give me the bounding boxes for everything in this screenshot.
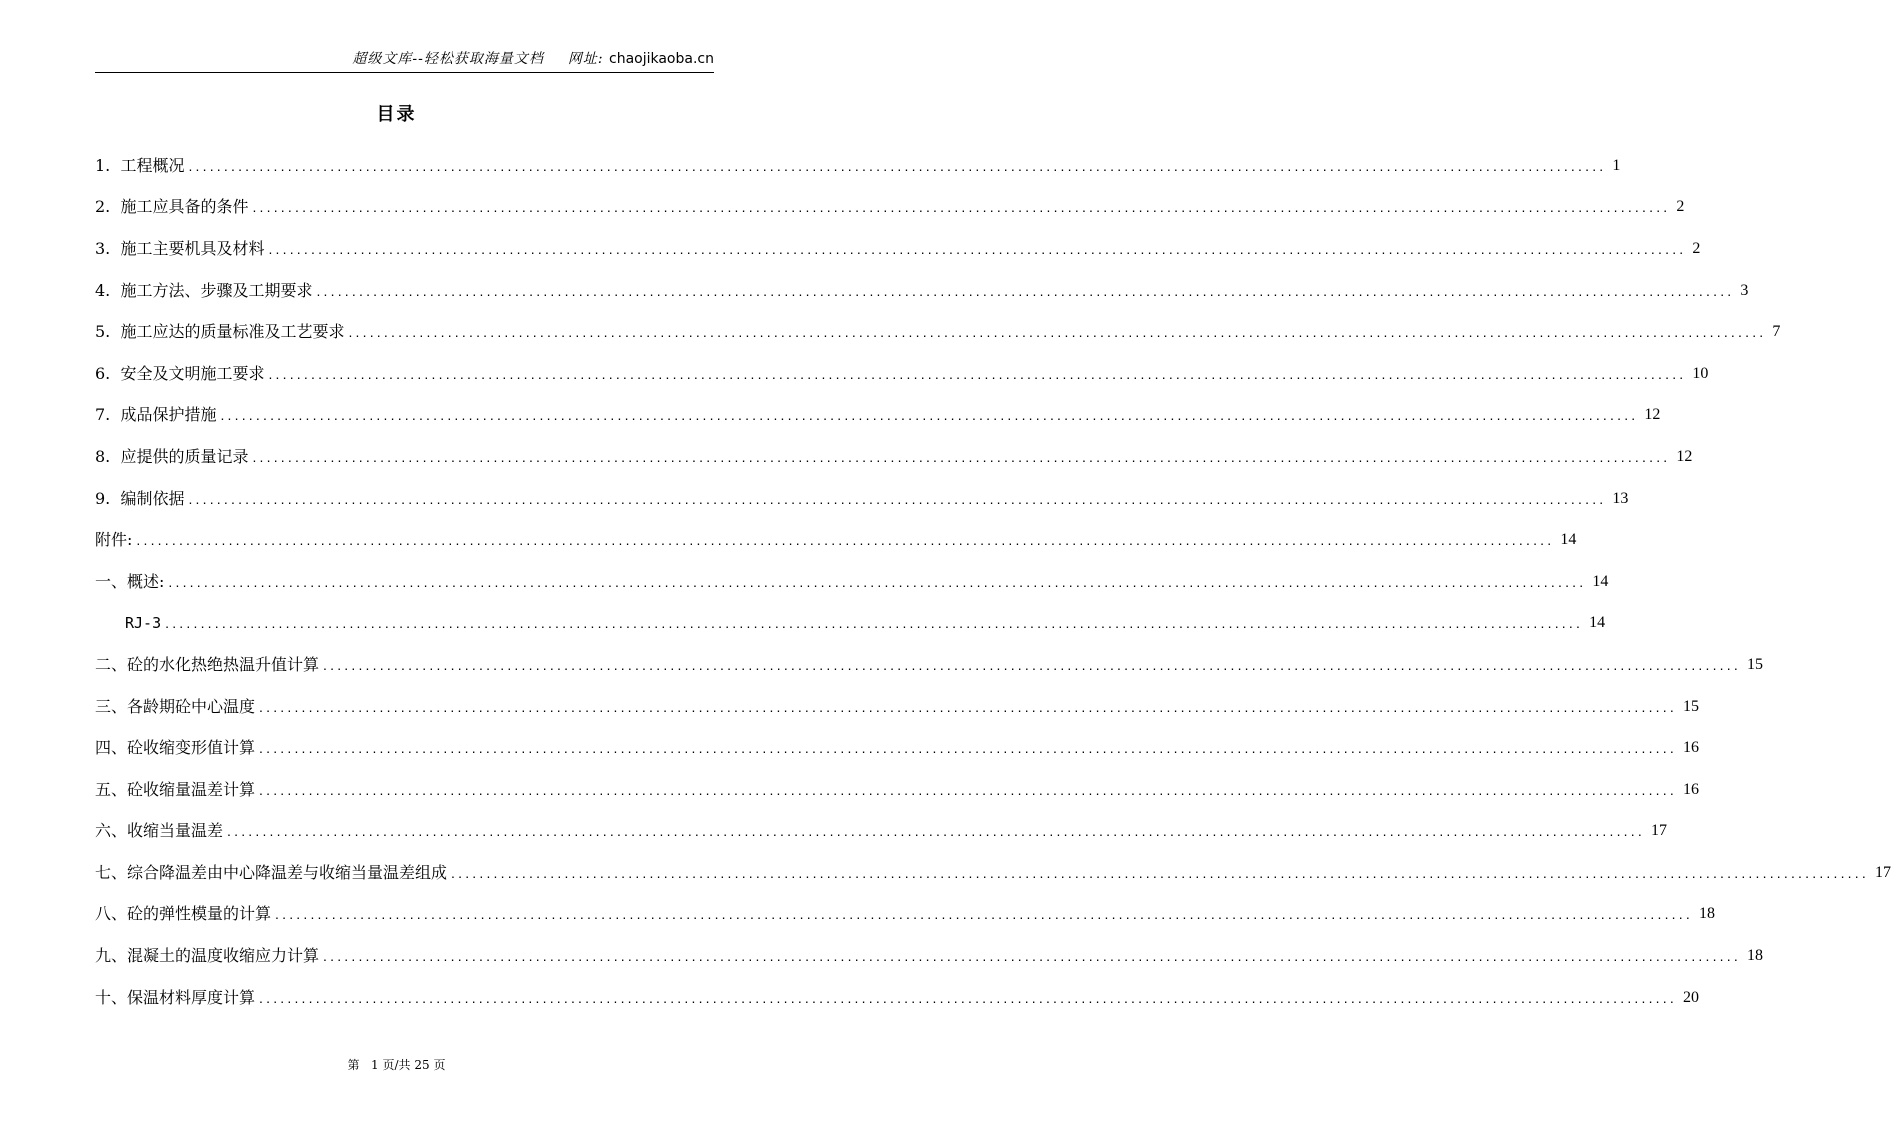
toc-entry-page: 14 [1589, 614, 1606, 632]
toc-entry[interactable] [95, 187, 1685, 229]
toc-dot-leader: ........................................................................................................................................................................................................ [136, 532, 1555, 549]
toc-entry-number: 5. [95, 322, 121, 342]
toc-entry-number: 4. [95, 280, 121, 300]
page-header [95, 48, 714, 73]
toc-entry-label: 安全及文明施工要求 [120, 363, 265, 383]
toc-entry[interactable] [95, 769, 1699, 811]
toc-entry-label: RJ-3 [125, 614, 162, 633]
toc-entry-label: 七、综合降温差由中心降温差与收缩当量温差组成 [95, 862, 448, 882]
toc-entry[interactable] [95, 852, 1891, 894]
toc-entry-page: 18 [1698, 905, 1715, 923]
toc-entry-page: 10 [1692, 364, 1709, 382]
toc-entry[interactable] [95, 395, 1661, 437]
toc-entry-page: 2 [1692, 239, 1701, 257]
toc-entry-label: 施工应达的质量标准及工艺要求 [120, 322, 345, 342]
toc-entry-number: 3. [95, 238, 121, 258]
toc-dot-leader: ........................................................................................................................................................................................................ [268, 240, 1687, 257]
toc-entry-number: 6. [95, 363, 121, 383]
toc-entry-label: 附件: [95, 530, 133, 550]
toc-entry[interactable] [95, 977, 1699, 1019]
toc-entry[interactable] [95, 561, 1609, 603]
toc-dot-leader: ........................................................................................................................................................................................................ [259, 781, 1677, 798]
toc-entry-sub[interactable] [95, 603, 1606, 645]
toc-entry-label: 施工主要机具及材料 [120, 238, 265, 258]
toc-dot-leader: ........................................................................................................................................................................................................ [188, 157, 1607, 174]
toc-dot-leader: ........................................................................................................................................................................................................ [220, 407, 1639, 424]
header-site-name: 超级文库--轻松获取海量文档 [352, 51, 544, 67]
toc-entry[interactable] [95, 519, 1577, 561]
toc-entry-number: 2. [95, 197, 121, 217]
toc-dot-leader: ........................................................................................................................................................................................................ [252, 448, 1671, 465]
toc-entry-page: 7 [1772, 323, 1781, 341]
toc-entry[interactable] [95, 811, 1667, 853]
page-title: 目录 [376, 104, 417, 125]
toc-entry-page: 12 [1676, 447, 1693, 465]
toc-entry-number: 8. [95, 446, 121, 466]
footer-total-pages: 25 [414, 1058, 430, 1072]
toc-entry-page: 15 [1746, 655, 1763, 673]
toc-dot-leader: ........................................................................................................................................................................................................ [323, 948, 1741, 965]
toc-entry[interactable] [95, 353, 1709, 395]
toc-dot-leader: ........................................................................................................................................................................................................ [259, 698, 1677, 715]
toc-dot-leader: ........................................................................................................................................................................................................ [259, 740, 1677, 757]
toc-entry[interactable] [95, 270, 1749, 312]
toc-entry-label: 二、砼的水化热绝热温升值计算 [95, 654, 320, 674]
toc-entry-page: 18 [1746, 947, 1763, 965]
toc-entry-page: 2 [1676, 198, 1685, 216]
footer-suffix: 页 [433, 1058, 446, 1072]
header-url-label: 网址: [567, 51, 604, 67]
toc-dot-leader: ........................................................................................................................................................................................................ [316, 282, 1735, 299]
toc-entry-label: 六、收缩当量温差 [95, 821, 224, 841]
toc-dot-leader: ........................................................................................................................................................................................................ [268, 365, 1687, 382]
toc-entry-number: 9. [95, 488, 121, 508]
footer-mid: 页/共 [382, 1058, 411, 1072]
toc-dot-leader: ........................................................................................................................................................................................................ [165, 615, 1584, 632]
toc-entry[interactable] [95, 686, 1699, 728]
toc-entry[interactable] [95, 436, 1693, 478]
toc-entry-page: 1 [1612, 156, 1621, 174]
footer-current-page: 1 [371, 1058, 379, 1072]
toc-dot-leader: ........................................................................................................................................................................................................ [323, 656, 1741, 673]
toc-entry-label: 应提供的质量记录 [120, 446, 249, 466]
toc-dot-leader: ........................................................................................................................................................................................................ [275, 906, 1693, 923]
toc-entry-page: 14 [1560, 531, 1577, 549]
toc-entry-label: 施工方法、步骤及工期要求 [120, 280, 313, 300]
toc-entry-label: 四、砼收缩变形值计算 [95, 738, 256, 758]
toc-dot-leader: ........................................................................................................................................................................................................ [168, 573, 1587, 590]
toc-entry[interactable] [95, 145, 1621, 187]
toc-dot-leader: ........................................................................................................................................................................................................ [451, 864, 1869, 881]
toc-dot-leader: ........................................................................................................................................................................................................ [348, 324, 1767, 341]
header-url[interactable]: chaojikaoba.cn [609, 51, 714, 67]
toc-entry-page: 12 [1644, 406, 1661, 424]
page-footer [0, 1056, 793, 1073]
toc-entry-label: 八、砼的弹性模量的计算 [95, 904, 272, 924]
footer-prefix: 第 [347, 1058, 360, 1072]
toc-dot-leader: ........................................................................................................................................................................................................ [227, 823, 1645, 840]
toc-entry[interactable] [95, 228, 1701, 270]
toc-entry-page: 13 [1612, 489, 1629, 507]
toc-entry[interactable] [95, 935, 1763, 977]
toc-entry[interactable] [95, 311, 1781, 353]
toc-entry-page: 17 [1874, 863, 1891, 881]
toc-entry-label: 施工应具备的条件 [120, 197, 249, 217]
toc-entry[interactable] [95, 478, 1629, 520]
toc-entry-page: 17 [1650, 822, 1667, 840]
toc-entry-number: 1. [95, 155, 121, 175]
toc-entry-page: 3 [1740, 281, 1749, 299]
toc-entry-page: 16 [1682, 739, 1699, 757]
toc-entry-label: 一、概述: [95, 571, 165, 591]
toc-entry-label: 十、保温材料厚度计算 [95, 987, 256, 1007]
toc-entry-page: 16 [1682, 780, 1699, 798]
toc-dot-leader: ........................................................................................................................................................................................................ [252, 199, 1671, 216]
table-of-contents [95, 145, 1891, 1018]
toc-entry-label: 编制依据 [120, 488, 185, 508]
toc-entry[interactable] [95, 894, 1715, 936]
toc-entry-label: 九、混凝土的温度收缩应力计算 [95, 946, 320, 966]
toc-entry-number: 7. [95, 405, 121, 425]
toc-entry-label: 三、各龄期砼中心温度 [95, 696, 256, 716]
toc-entry-label: 工程概况 [120, 155, 185, 175]
toc-entry-page: 20 [1682, 988, 1699, 1006]
toc-entry-label: 成品保护措施 [120, 405, 217, 425]
toc-dot-leader: ........................................................................................................................................................................................................ [188, 490, 1607, 507]
toc-entry[interactable] [95, 644, 1763, 686]
toc-entry[interactable] [95, 727, 1699, 769]
toc-dot-leader: ........................................................................................................................................................................................................ [259, 989, 1677, 1006]
toc-entry-page: 14 [1592, 572, 1609, 590]
toc-entry-label: 五、砼收缩量温差计算 [95, 779, 256, 799]
toc-entry-page: 15 [1682, 697, 1699, 715]
